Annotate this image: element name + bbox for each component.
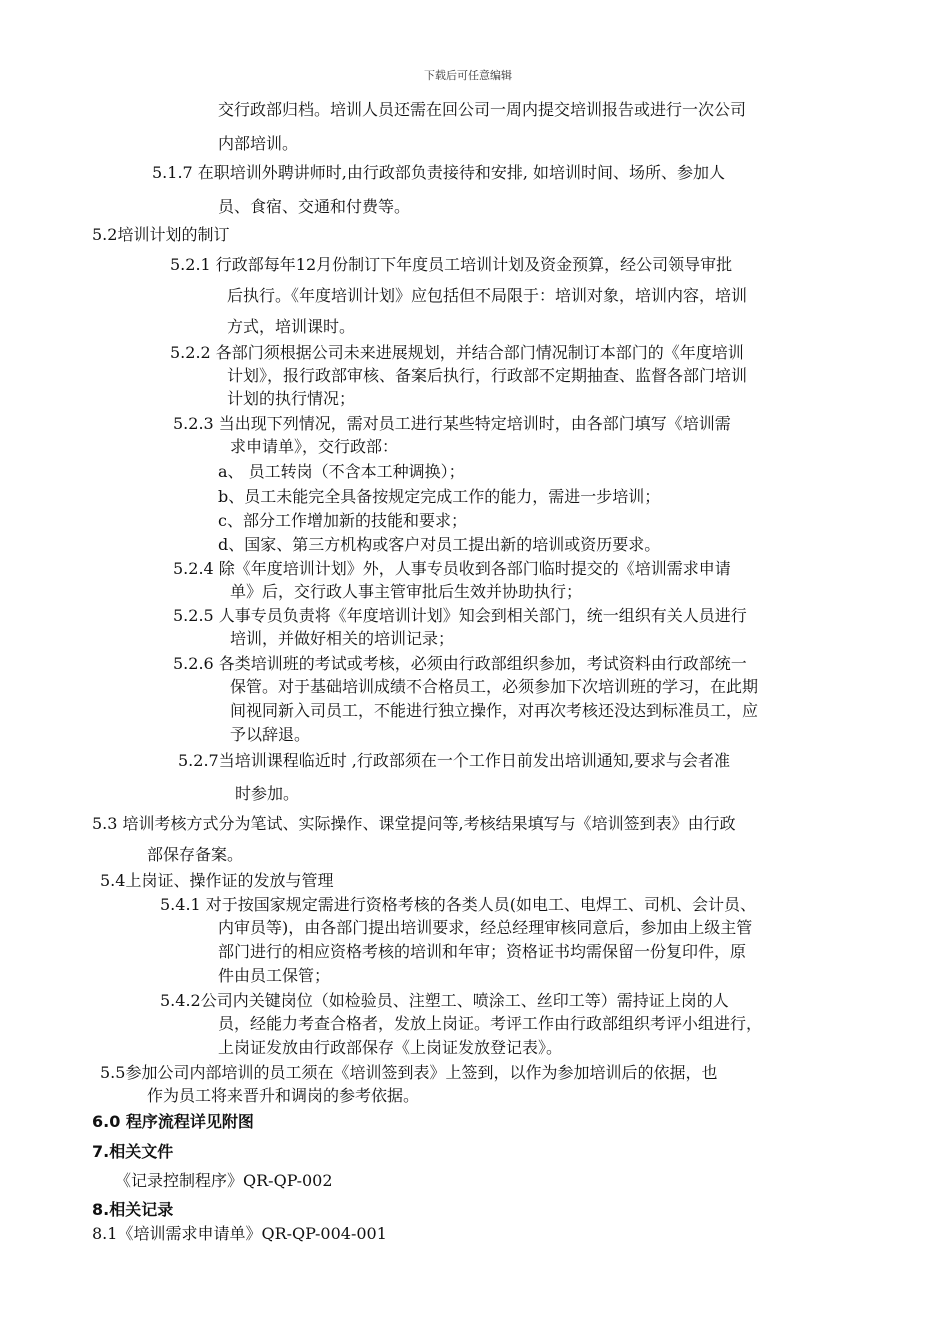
related-record: 8.1《培训需求申请单》QR-QP-004-001 [92, 1224, 387, 1243]
section-5-2-1: 5.2.1 行政部每年12月份制订下年度员工培训计划及资金预算，经公司领导审批 [170, 255, 733, 274]
body-line: 培训，并做好相关的培训记录； [230, 629, 455, 648]
body-line: 作为员工将来晋升和调岗的参考依据。 [147, 1086, 420, 1105]
body-line: 予以辞退。 [230, 725, 311, 744]
body-line: 后执行。《年度培训计划》应包括但不局限于：培训对象，培训内容，培训 [227, 286, 748, 305]
body-line: 求申请单》，交行政部： [230, 437, 399, 456]
list-item-a: a、 员工转岗（不含本工种调换）； [218, 462, 465, 481]
list-item-b: b、员工未能完全具备按规定完成工作的能力，需进一步培训； [218, 487, 661, 506]
body-line: 员、食宿、交通和付费等。 [218, 197, 411, 216]
body-line: 部保存备案。 [147, 845, 244, 864]
section-5-1-7: 5.1.7 在职培训外聘讲师时,由行政部负责接待和安排, 如培训时间、场所、参加人 [152, 163, 726, 182]
body-line: 间视同新入司员工，不能进行独立操作，对再次考核还没达到标准员工，应 [230, 701, 759, 720]
page-header: 下载后可任意编辑 [424, 69, 512, 82]
body-line: 上岗证发放由行政部保存《上岗证发放登记表》。 [218, 1038, 563, 1057]
section-5-2-3: 5.2.3 当出现下列情况，需对员工进行某些特定培训时，由各部门填写《培训需 [173, 414, 731, 433]
section-5-4-1: 5.4.1 对于按国家规定需进行资格考核的各类人员(如电工、电焊工、司机、会计员、 [160, 895, 757, 914]
body-line: 保管。对于基础培训成绩不合格员工，必须参加下次培训班的学习，在此期 [230, 677, 759, 696]
list-item-d: d、国家、第三方机构或客户对员工提出新的培训或资历要求。 [218, 535, 661, 554]
body-line: 员，经能力考查合格者，发放上岗证。考评工作由行政部组织考评小组进行， [218, 1014, 763, 1033]
section-5-5: 5.5参加公司内部培训的员工须在《培训签到表》上签到，以作为参加培训后的依据，也 [100, 1063, 718, 1082]
body-line: 部门进行的相应资格考核的培训和年审；资格证书均需保留一份复印件，原 [218, 942, 747, 961]
body-line: 单》后，交行政人事主管审批后生效并协助执行； [230, 582, 583, 601]
section-5-2-5: 5.2.5 人事专员负责将《年度培训计划》知会到相关部门，统一组织有关人员进行 [173, 606, 747, 625]
section-7-heading: 7.相关文件 [92, 1142, 174, 1161]
section-5-2-heading: 5.2培训计划的制订 [92, 225, 230, 244]
body-line: 内审员等)，由各部门提出培训要求，经总经理审核同意后，参加由上级主管 [218, 918, 753, 937]
body-line: 件由员工保管； [218, 966, 331, 985]
body-line: 交行政部归档。培训人员还需在回公司一周内提交培训报告或进行一次公司 [218, 100, 747, 119]
section-5-4-2: 5.4.2公司内关键岗位（如检验员、注塑工、喷涂工、丝印工等）需持证上岗的人 [160, 991, 729, 1010]
body-line: 内部培训。 [218, 134, 299, 153]
section-5-4-heading: 5.4上岗证、操作证的发放与管理 [100, 871, 334, 890]
body-line: 时参加。 [235, 784, 300, 803]
section-5-2-7: 5.2.7当培训课程临近时 ,行政部须在一个工作日前发出培训通知,要求与会者准 [178, 751, 730, 770]
body-line: 计划》，报行政部审核、备案后执行，行政部不定期抽查、监督各部门培训 [227, 366, 748, 385]
body-line: 方式，培训课时。 [227, 317, 356, 336]
section-6-heading: 6.0 程序流程详见附图 [92, 1112, 254, 1131]
list-item-c: c、部分工作增加新的技能和要求； [218, 511, 467, 530]
section-5-2-4: 5.2.4 除《年度培训计划》外，人事专员收到各部门临时提交的《培训需求申请 [173, 559, 731, 578]
section-5-3: 5.3 培训考核方式分为笔试、实际操作、课堂提问等,考核结果填写与《培训签到表》由行政 [92, 814, 736, 833]
section-5-2-6: 5.2.6 各类培训班的考试或考核，必须由行政部组织参加，考试资料由行政部统一 [173, 654, 747, 673]
body-line: 计划的执行情况； [227, 389, 356, 408]
section-5-2-2: 5.2.2 各部门须根据公司未来进展规划，并结合部门情况制订本部门的《年度培训 [170, 343, 744, 362]
related-document: 《记录控制程序》QR-QP-002 [115, 1171, 333, 1190]
section-8-heading: 8.相关记录 [92, 1200, 174, 1219]
